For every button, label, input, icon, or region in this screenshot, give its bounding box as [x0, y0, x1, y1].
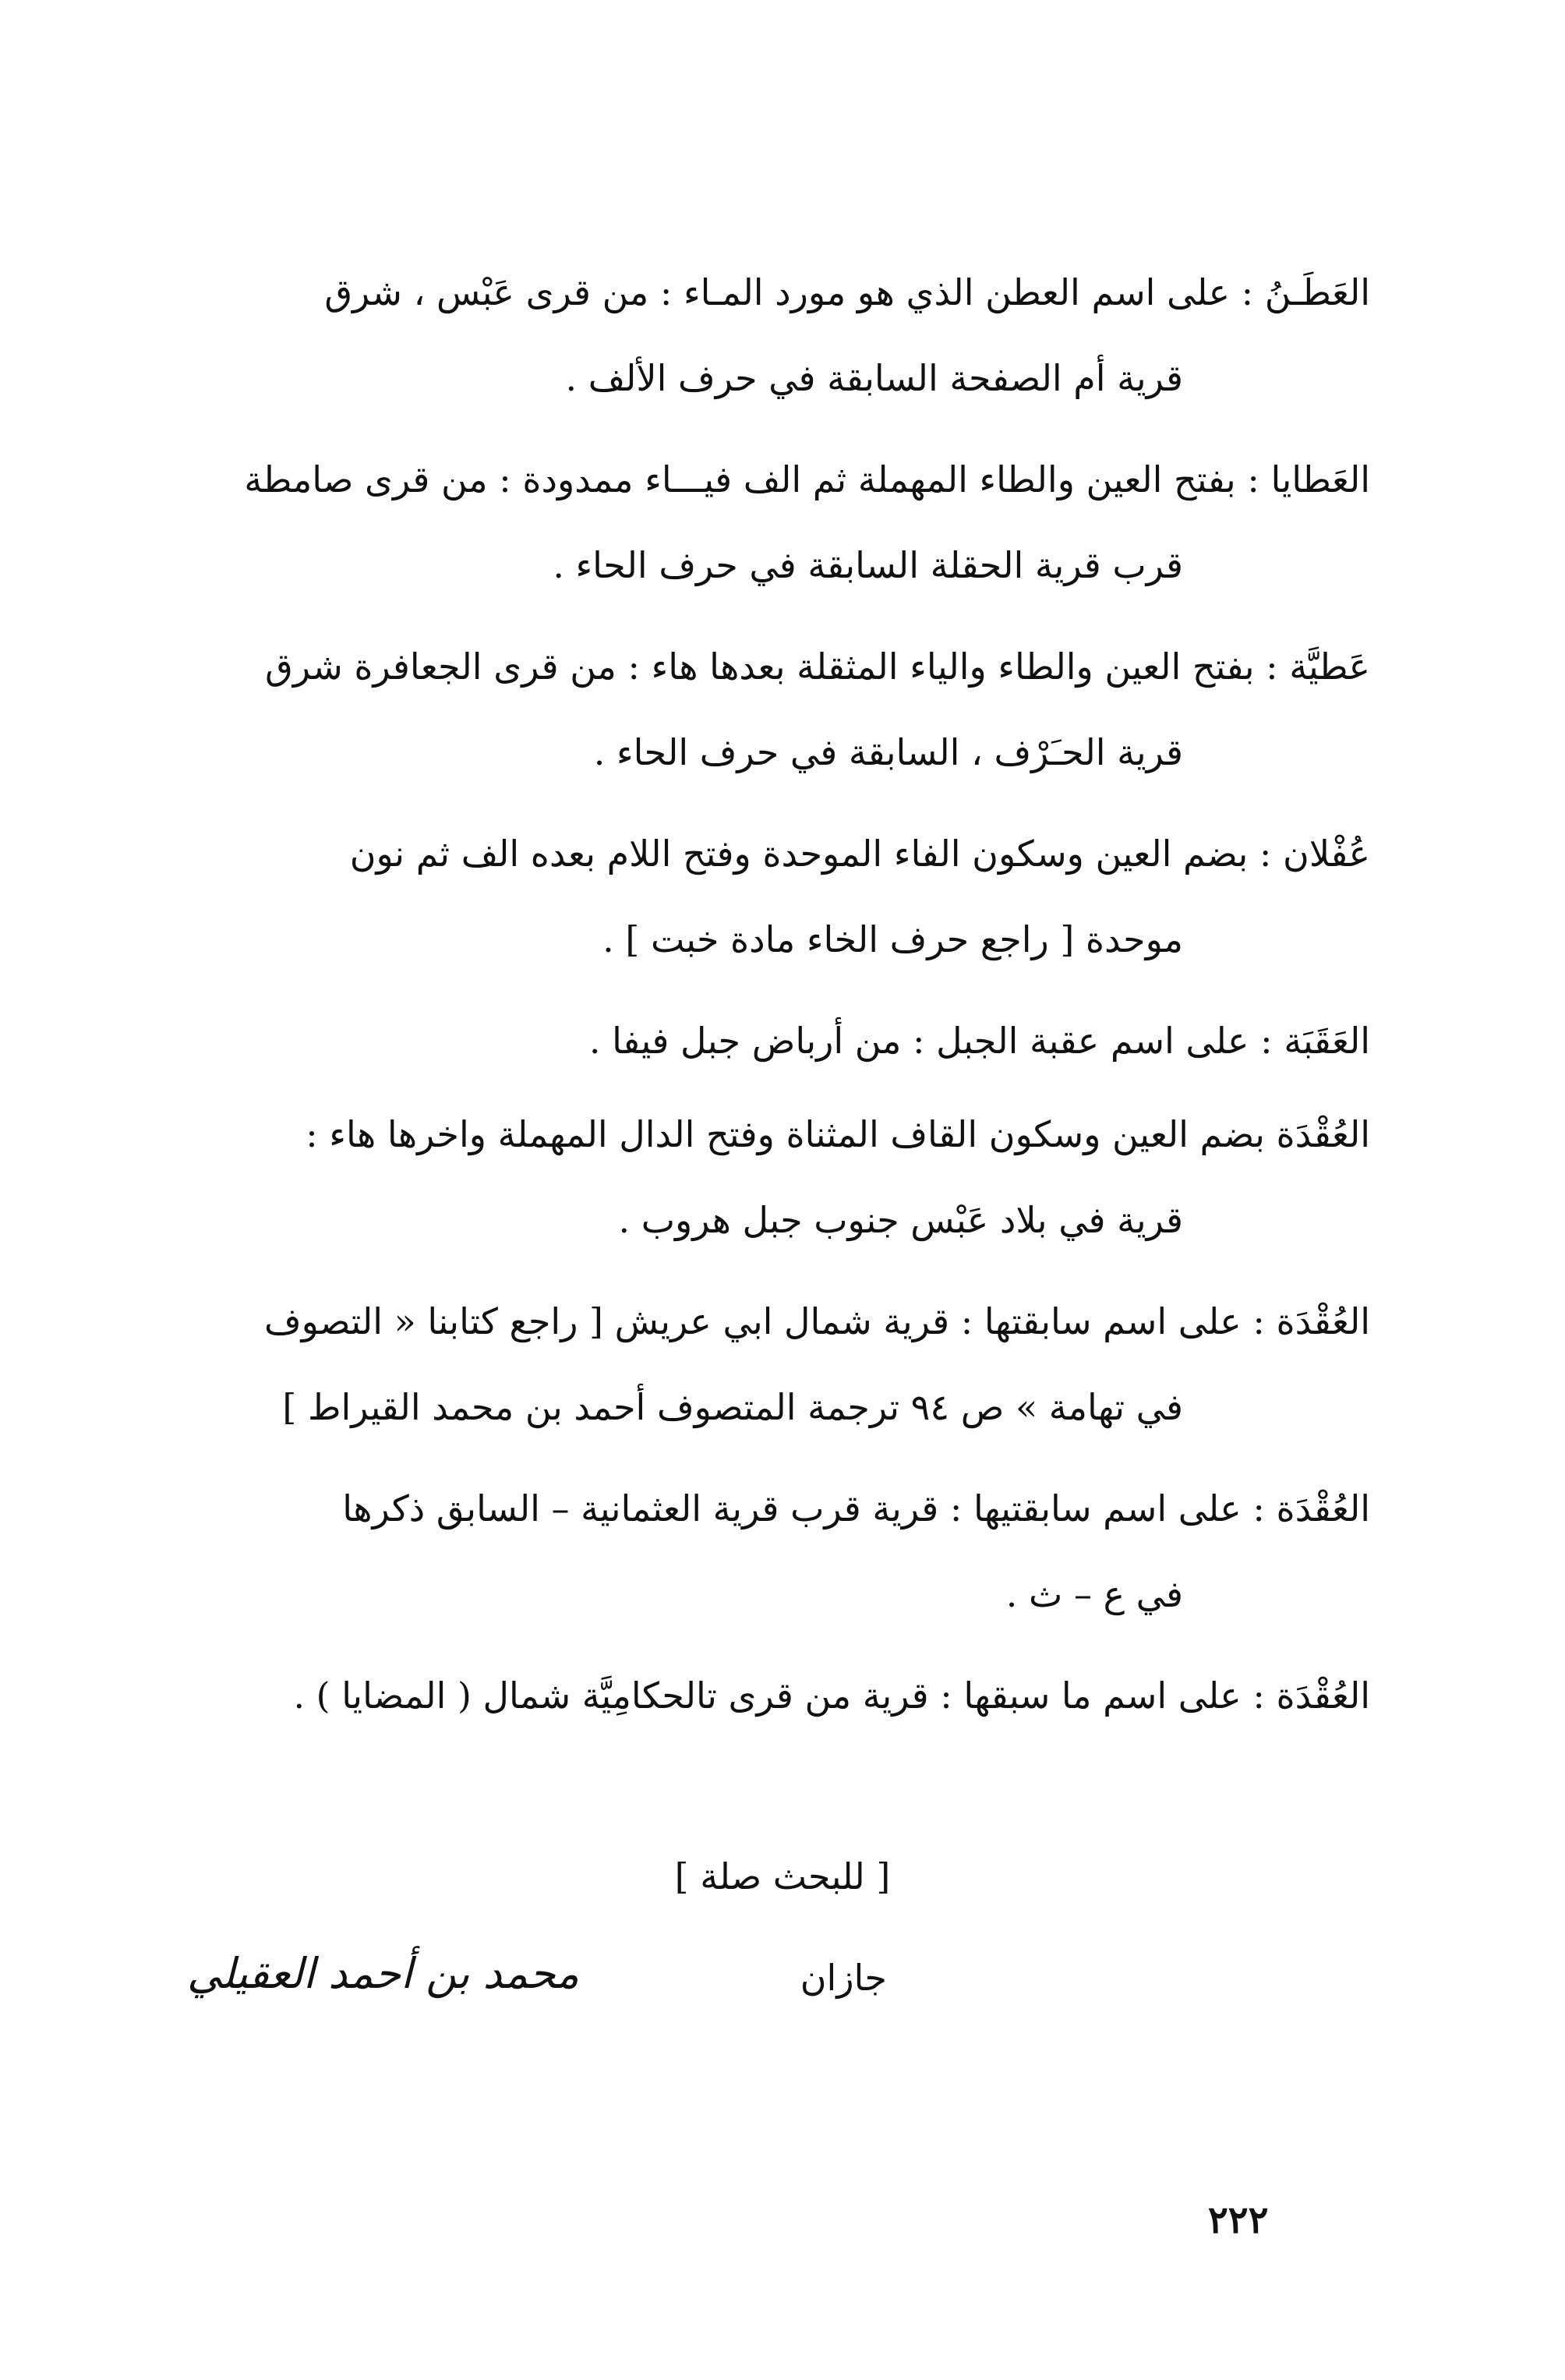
entry-atiyya	[185, 624, 1370, 795]
entry-uqda-3	[185, 1466, 1370, 1637]
entry-line: قرية الحـَرْف ، السابقة في حرف الحاء .	[593, 731, 1183, 773]
entry-line: موحدة [ راجع حرف الخاء مادة خبت ] .	[602, 918, 1183, 960]
entry-line: العُقْدَة : على اسم ما سبقها : قرية من قرى تالحكامِيَّة شمال ( المضايا ) .	[293, 1674, 1370, 1717]
entry-uqda-2	[185, 1278, 1370, 1450]
entry-uqda-4	[185, 1653, 1370, 1738]
place-name: جازان	[800, 1957, 887, 1999]
page-number: ٢٢٢	[1208, 2198, 1269, 2242]
entry-line: عَطيَّة : بفتح العين والطاء والياء المثقلة بعدها هاء : من قرى الجعافرة شرق	[265, 645, 1370, 688]
entry-atan	[185, 249, 1370, 421]
entry-line: العَطايا : بفتح العين والطاء المهملة ثم الف فيـــاء ممدودة : من قرى صامطة	[244, 458, 1370, 500]
entry-line: عُفْلان : بضم العين وسكون الفاء الموحدة وفتح اللام بعده الف ثم نون	[349, 833, 1370, 875]
entry-line: قرية في بلاد عَبْس جنوب جبل هروب .	[618, 1199, 1183, 1241]
entry-line: في ع – ث .	[1005, 1573, 1183, 1615]
entry-line: قرب قرية الحقلة السابقة في حرف الحاء .	[553, 544, 1183, 586]
entry-line: العَطَـنُ : على اسم العطن الذي هو مورد المـاء : من قرى عَبْس ، شرق	[324, 271, 1370, 313]
closing-note: [ للبحث صلة ]	[674, 1855, 891, 1897]
entry-uflan	[185, 811, 1370, 982]
entry-line: العُقْدَة : على اسم سابقتها : قرية شمال ابي عريش [ راجع كتابنا « التصوف	[263, 1300, 1370, 1342]
entry-line: العُقْدَة : على اسم سابقتيها : قرية قرب قرية العثمانية – السابق ذكرها	[342, 1487, 1370, 1529]
entry-ataya	[185, 437, 1370, 608]
author-signature: محمد بن أحمد العقيلي	[187, 1949, 579, 1998]
entry-aqaba	[185, 998, 1370, 1084]
entry-line: قرية أم الصفحة السابقة في حرف الألف .	[565, 357, 1183, 399]
entry-uqda-1	[185, 1091, 1370, 1263]
entry-line: العُقْدَة بضم العين وسكون القاف المثناة وفتح الدال المهملة واخرها هاء :	[306, 1113, 1370, 1155]
entry-line: العَقَبَة : على اسم عقبة الجبل : من أرباض جبل فيفا .	[588, 1020, 1370, 1062]
entry-line: في تهامة » ص ٩٤ ترجمة المتصوف أحمد بن محمد القيراط ]	[282, 1386, 1183, 1428]
